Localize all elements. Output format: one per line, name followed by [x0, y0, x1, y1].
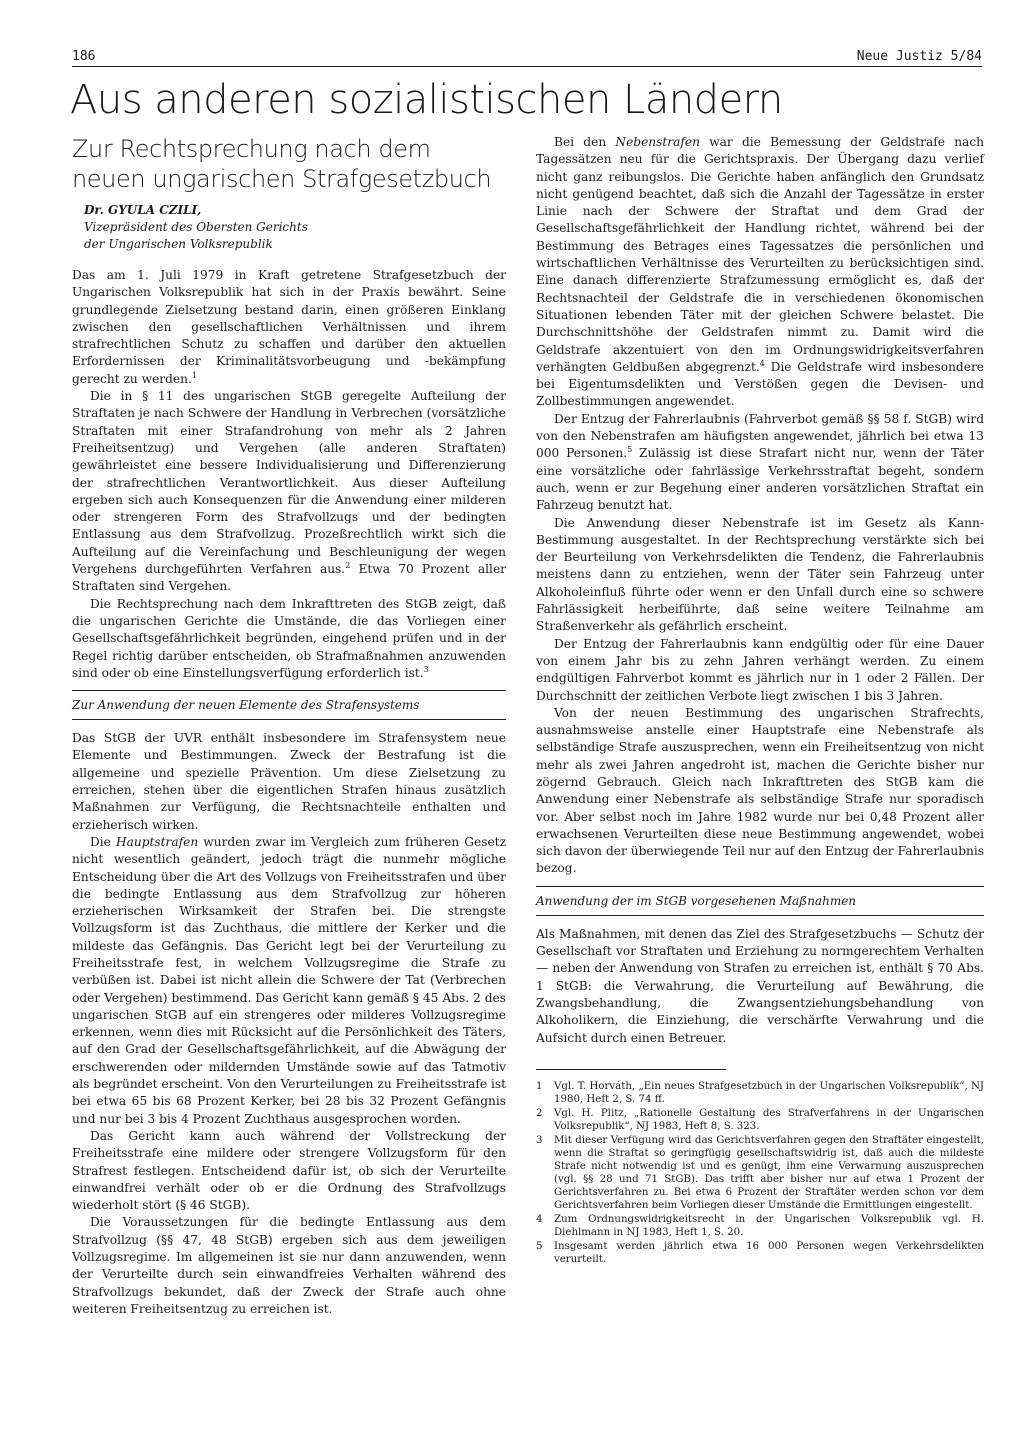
page-number: 186	[72, 49, 96, 64]
paragraph: Das StGB der UVR enthält insbesondere im Strafensystem neue Elemente und Bestimmungen. Zweck der Bestrafung ist die allgemeine und spezielle Prävention. Um diese Zielsetzung zu erreichen, stehen über die eigentlichen Strafen hinaus zusätzlich Maßnahmen zur Verfügung, die Rechtsnachteile enthalten und erzieherisch wirken.	[72, 731, 506, 832]
footnote-text: Zum Ordnungswidrigkeitsrecht in der Ungarischen Volksrepublik vgl. H. Diehlmann in NJ 1983, Heft 1, S. 20.	[554, 1213, 984, 1238]
author-name: Dr. GYULA CZILI,	[84, 203, 202, 217]
paragraph: Die Rechtsprechung nach dem Inkrafttreten des StGB zeigt, daß die ungarischen Gerichte die Umstände, die das Vorliegen einer Gesellschaftsgefährlichkeit begründen, eingehend prüfen und in der Regel richtig darüber entscheiden, ob Strafmaßnahmen anzuwenden sind oder ob eine Einstellungsverfügung erforderlich ist.$^3$	[72, 596, 506, 680]
article-title-line-2: neuen ungarischen Strafgesetzbuch	[72, 165, 492, 193]
footnote	[536, 1240, 984, 1266]
paragraph: Als Maßnahmen, mit denen das Ziel des Strafgesetzbuchs — Schutz der Gesellschaft vor Straftaten und Erziehung zu normgerechtem Verhalten — neben der Anwendung von Strafen zu erreichen ist, enthält § 70 Abs. 1 StGB: die Verwahrung, die Verurteilung auf Bewährung, die Zwangsbehandlung, die Zwangsentziehungsbehandlung von Alkoholikern, die Einziehung, die verschärfte Verwahrung und die Aufsicht durch einen Betreuer.	[536, 926, 984, 1045]
footnotes	[536, 1080, 984, 1266]
footnote-text: Mit dieser Verfügung wird das Gerichtsverfahren gegen den Straftäter eingestellt, wenn die Straftat so geringfügig gesellschaftswidrig ist, daß auch die mildeste Strafe nicht notwendig ist und es genügt, ihm eine Verwarnung auszusprechen (vgl. §§ 28 und 71 StGB). Das trifft aber bisher nur auf etwa 1 Prozent der Gerichtsverfahren zu. Bei etwa 6 Prozent der Straftäter werden schon vor dem Gerichtsverfahren beim Vorliegen dieser Umstände die Ermittlungen eingestellt.	[554, 1134, 984, 1211]
rule	[536, 886, 984, 887]
footnote-number: 3	[536, 1134, 543, 1146]
paragraph: Die Voraussetzungen für die bedingte Entlassung aus dem Strafvollzug (§§ 47, 48 StGB) ergeben sich aus dem jeweiligen Vollzugsregime. Im allgemeinen ist sie nur dann anzuwenden, wenn der Verurteilte durch sein einwandfreies Verhalten während des Strafvollzugs bekundet, daß der Zweck der Strafe auch ohne weiteren Freiheitsentzug zu erreichen ist.	[72, 1215, 506, 1316]
paragraph: Der Entzug der Fahrerlaubnis kann endgültig oder für eine Dauer von einem Jahr bis zu zehn Jahren verhängt werden. Zu einem endgültigen Fahrverbot kommt es jährlich nur in 1 oder 2 Fällen. Der Durchschnitt der zeitlichen Verbote liegt zwischen 1 bis 3 Jahren.	[536, 636, 984, 703]
footnote-text: Vgl. T. Horváth, „Ein neues Strafgesetzbuch in der Ungarischen Volksrepublik“, NJ 1980, Heft 2, S. 74 ff.	[554, 1080, 984, 1105]
paragraph: Die Hauptstrafen wurden zwar im Vergleich zum früheren Gesetz nicht wesentlich geändert, jedoch trägt die nunmehr mögliche Entscheidung über die Art des Vollzugs von Freiheitsstrafen und über die bedingte Entlassung aus dem Strafvollzug zur höheren erzieherischen Wirksamkeit der Strafen bei. Die strengste Vollzugsform ist das Zuchthaus, die mittlere der Kerker und die mildeste das Gefängnis. Das Gericht legt bei der Verurteilung zu Freiheitsstrafe fest, in welchem Vollzugsregime die Strafe zu verbüßen ist. Dabei ist nicht allein die Schwere der Tat (Verbrechen oder Vergehen) bestimmend. Das Gericht kann gemäß § 45 Abs. 2 des ungarischen StGB auf ein strengeres oder milderes Vollzugsregime erkennen, wenn dies mit Rücksicht auf die Persönlichkeit des Täters, auf den Grad der Gesellschaftsgefährlichkeit, auf die Abwägung der erschwerenden oder mildernden Umstände sowie auf das Tatmotiv als begründet erscheint. Von den Verurteilungen zu Freiheitsstrafe ist bei etwa 65 bis 68 Prozent Kerker, bei 28 bis 32 Prozent Gefängnis und nur bei 3 bis 4 Prozent Zuchthaus ausgesprochen worden.	[72, 834, 506, 1126]
footnote	[536, 1080, 984, 1106]
footnote-text: Insgesamt werden jährlich etwa 16 000 Personen wegen Verkehrsdelikten verurteilt.	[554, 1240, 984, 1265]
footnote-ref: 4	[759, 358, 765, 368]
paragraph: Das Gericht kann auch während der Vollstreckung der Freiheitsstrafe eine mildere oder strengere Vollzugsform für den Strafrest festlegen. Entscheidend dafür ist, ob sich der Verurteilte einwandfrei verhält oder ob er die Ordnung des Strafvollzugs wiederholt stört (§ 46 StGB).	[72, 1128, 506, 1213]
footnote-ref: 5	[627, 445, 633, 455]
section-title: Aus anderen sozialistischen Ländern	[70, 77, 783, 123]
left-column	[72, 134, 506, 1318]
author-role-line-2: der Ungarischen Volksrepublik	[84, 237, 273, 251]
subheading-block	[536, 886, 984, 916]
paragraph: Das am 1. Juli 1979 in Kraft getretene Strafgesetzbuch der Ungarischen Volksrepublik hat sich in der Praxis bewährt. Seine grundlegende Zielsetzung bestand darin, einen größeren Einklang zwischen den gesellschaftlichen Verhältnissen und ihrem strafrechtlichen Schutz zu schaffen und darüber den aktuellen Erfordernissen der Kriminalitätsvorbeugung und -bekämpfung gerecht zu werden.$^1$	[72, 268, 506, 386]
footnote-number: 5	[536, 1240, 543, 1252]
paragraph: Die Anwendung dieser Nebenstrafe ist im Gesetz als Kann-Bestimmung ausgestaltet. In der Rechtsprechung verstärkte sich bei der Beurteilung von Verkehrsdelikten die Tendenz, die Fahrerlaubnis meistens dann zu entziehen, wenn der Täter sein Fahrzeug unter Alkoholeinfluß führte oder wenn er den Unfall durch eine so schwere Fahrlässigkeit herbeiführte, daß seine weitere Teilnahme am Straßenverkehr als gefährlich erscheint.	[536, 515, 984, 634]
header-rule	[72, 66, 982, 67]
article-title	[72, 134, 506, 194]
footnote-ref: 3	[423, 664, 429, 674]
footnote-number: 1	[536, 1080, 543, 1092]
paragraph: Die in § 11 des ungarischen StGB geregelte Aufteilung der Straftaten je nach Schwere der Handlung in Verbrechen (vorsätzliche Straftaten mit einer Strafandrohung von mehr als 2 Jahren Freiheitsentzug) und Vergehen (alle anderen Straftaten) gewährleistet eine bessere Individualisierung und Differenzierung der strafrechtlichen Verantwortlichkeit. Aus dieser Aufteilung ergeben sich auch Konsequenzen für die Anwendung einer milderen oder strengeren Form des Strafvollzugs und der bedingten Entlassung aus dem Strafvollzug. Prozeßrechtlich wirkt sich die Aufteilung auf die Vereinfachung und Beschleunigung der wegen Vergehens durchgeführten Verfahren aus.$^2$ Etwa 70 Prozent aller Straftaten sind Vergehen.	[72, 389, 506, 594]
footnote	[536, 1213, 984, 1239]
running-header	[72, 42, 982, 64]
rule	[72, 690, 506, 691]
author-block	[84, 202, 506, 253]
right-column	[536, 134, 984, 1267]
author-role-line-1: Vizepräsident des Obersten Gerichts	[84, 220, 308, 234]
footnote-ref: 2	[345, 560, 351, 570]
footnote-number: 2	[536, 1107, 543, 1119]
paragraph: Der Entzug der Fahrerlaubnis (Fahrverbot gemäß §§ 58 f. StGB) wird von den Nebenstrafen am häufigsten angewendet, jährlich bei etwa 13 000 Personen.$^5$ Zulässig ist diese Strafart nicht nur, wenn der Täter eine vorsätzliche oder fahrlässige Verkehrsstraftat begeht, sondern auch, wenn er zur Begehung einer anderen vorsätzlichen Straftat ein Fahrzeug benutzt hat.	[536, 411, 984, 513]
article-title-line-1: Zur Rechtsprechung nach dem	[72, 135, 431, 163]
footnote	[536, 1134, 984, 1212]
journal-issue: Neue Justiz 5/84	[856, 49, 982, 64]
footnote-text: Vgl. H. Plitz, „Rationelle Gestaltung des Strafverfahrens in der Ungarischen Volksrepublik“, NJ 1983, Heft 8, S. 323.	[554, 1107, 984, 1132]
footnote-rule	[536, 1069, 726, 1070]
footnote-number: 4	[536, 1213, 543, 1225]
subheading: Zur Anwendung der neuen Elemente des Strafensystems	[72, 697, 506, 720]
paragraph: Von der neuen Bestimmung des ungarischen Strafrechts, ausnahmsweise anstelle einer Hauptstrafe eine Nebenstrafe als selbständige Strafe auszusprechen, wenn ein Freiheitsentzug von nicht mehr als zwei Jahren angedroht ist, machen die Gerichte bisher nur zögernd Gebrauch. Gleich nach Inkrafttreten des StGB kam die Anwendung einer Nebenstrafe als selbständige Strafe nur sporadisch vor. Aber selbst noch im Jahre 1982 wurde nur bei 0,48 Prozent aller erwachsenen Verurteilten diese neue Bestimmung angewendet, wobei sich davon der überwiegende Teil nur auf den Entzug der Fahrerlaubnis bezog.	[536, 705, 984, 876]
subheading: Anwendung der im StGB vorgesehenen Maßnahmen	[536, 893, 984, 916]
subheading-block	[72, 690, 506, 720]
footnote	[536, 1107, 984, 1133]
paragraph: Bei den Nebenstrafen war die Bemessung der Geldstrafe nach Tagessätzen neu für die Gerichtspraxis. Der Übergang dazu verlief nicht ganz reibungslos. Die Gerichte haben anfänglich den Grundsatz nicht genügend beachtet, daß sich die Anzahl der Tagessätze in erster Linie nach der Schwere der Straftat und dem Grad der Gesellschaftsgefährlichkeit der Handlung richtet, während bei der Bestimmung des Betrages eines Tagessatzes die persönlichen und wirtschaftlichen Verhältnisse des Verurteilten zu berücksichtigen sind. Eine danach differenzierte Strafzumessung ermöglicht es, daß der Rechtsnachteil der Geldstrafe die in verschiedenen ökonomischen Situationen lebenden Täter mit der gleichen Schwere belastet. Die Durchschnittshöhe der Geldstrafen nimmt zu. Damit wird die Geldstrafe akzentuiert von den im Ordnungswidrigkeitsverfahren verhängten Geldbußen abgegrenzt.$^4$ Die Geldstrafe wird insbesondere bei Eigentumsdelikten und Verstößen gegen die Devisen- und Zollbestimmungen angewendet.	[536, 135, 984, 409]
footnote-ref: 1	[191, 370, 197, 380]
